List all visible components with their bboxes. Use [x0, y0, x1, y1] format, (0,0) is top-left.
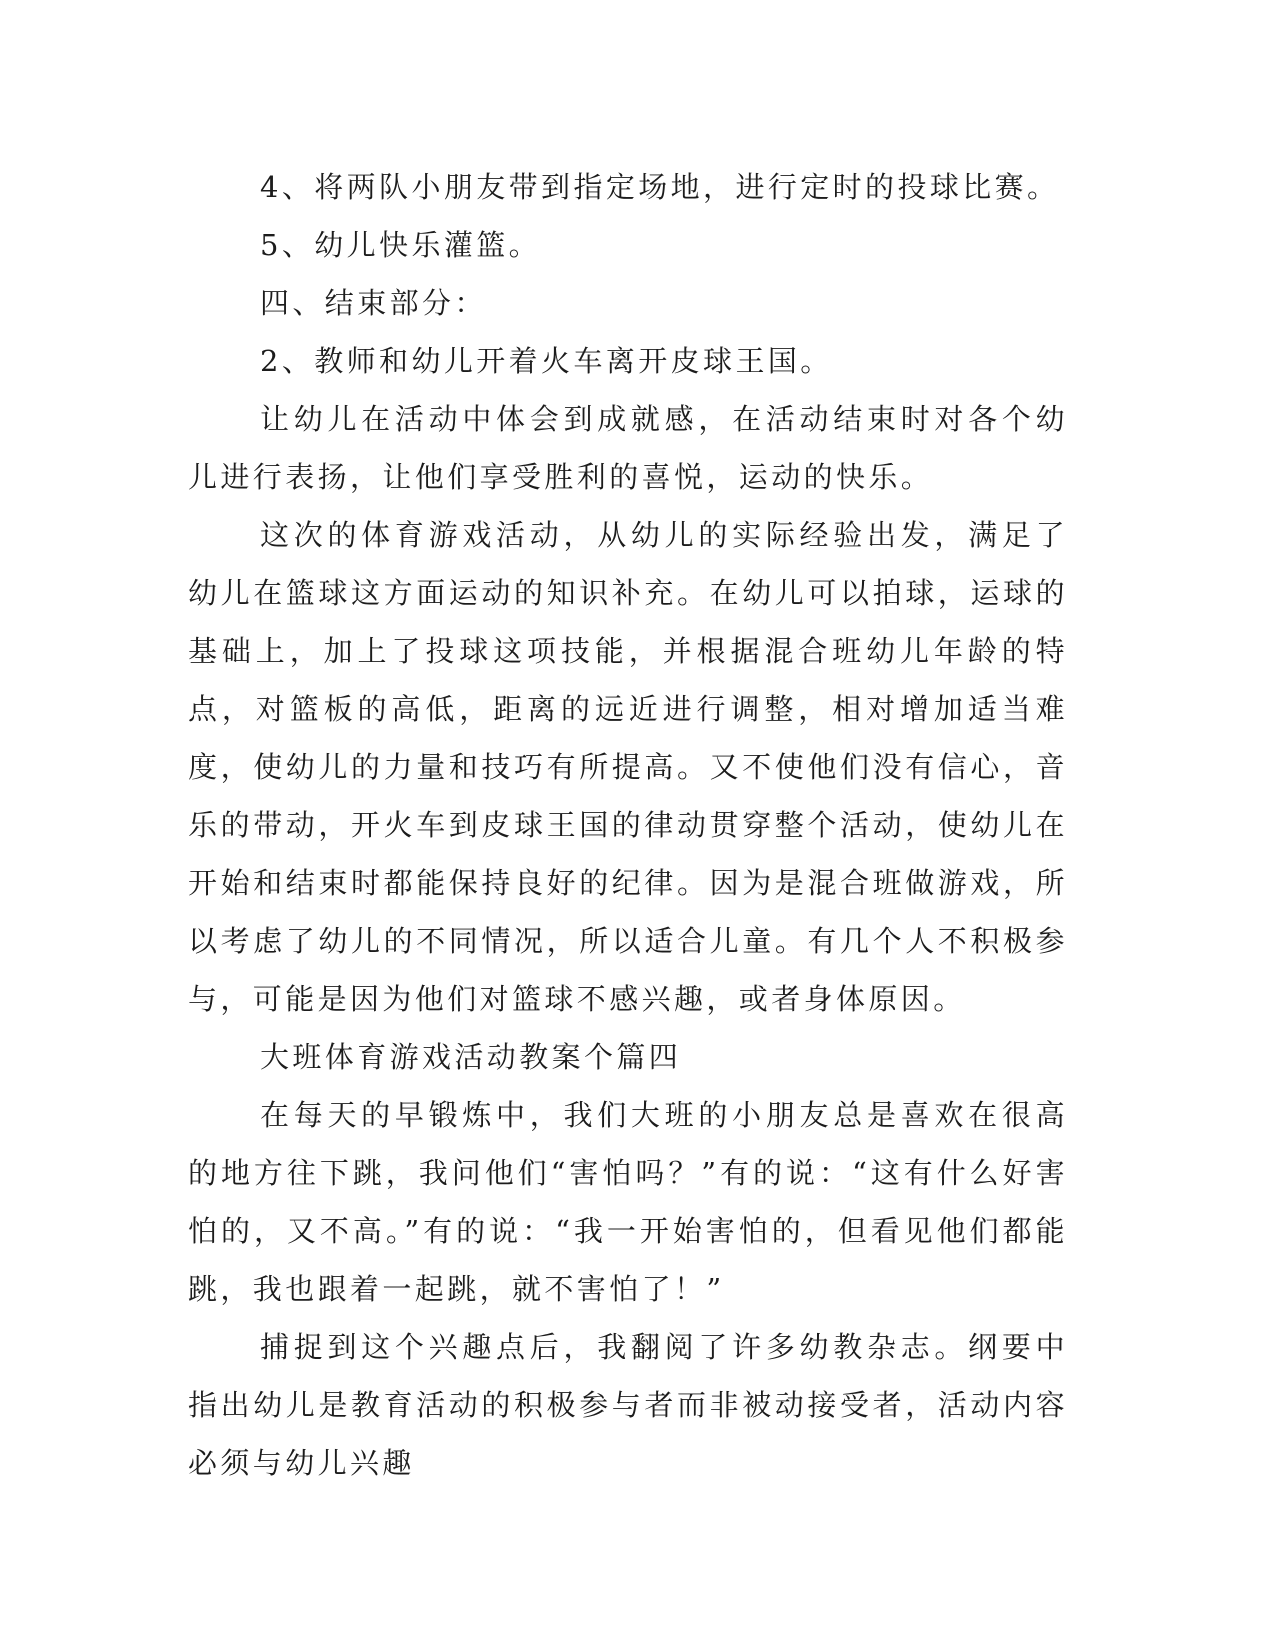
paragraph-reflection: 这次的体育游戏活动，从幼儿的实际经验出发，满足了幼儿在篮球这方面运动的知识补充。在幼儿可以拍球，运球的基础上，加上了投球这项技能，并根据混合班幼儿年龄的特点，对篮板的高低，距离的远近进行调整，相对增加适当难度，使幼儿的力量和技巧有所提高。又不使他们没有信心，音乐的带动，开火车到皮球王国的律动贯穿整个活动，使幼儿在开始和结束时都能保持良好的纪律。因为是混合班做游戏，所以考虑了幼儿的不同情况，所以适合儿童。有几个人不积极参与，可能是因为他们对篮球不感兴趣，或者身体原因。 [188, 518, 1068, 1016]
section-title-part-four: 大班体育游戏活动教案个篇四 [260, 1040, 682, 1074]
paragraph-interest-point: 捕捉到这个兴趣点后，我翻阅了许多幼教杂志。纲要中指出幼儿是教育活动的积极参与者而非被动接受者，活动内容必须与幼儿兴趣 [188, 1330, 1068, 1480]
paragraph-praise: 让幼儿在活动中体会到成就感，在活动结束时对各个幼儿进行表扬，让他们享受胜利的喜悦，运动的快乐。 [188, 402, 1068, 494]
paragraph-ending-step-2: 2、教师和幼儿开着火车离开皮球王国。 [260, 344, 833, 378]
document-body [188, 158, 1068, 1492]
paragraph-step-5: 5、幼儿快乐灌篮。 [260, 228, 542, 262]
paragraph-step-4: 4、将两队小朋友带到指定场地，进行定时的投球比赛。 [260, 170, 1060, 204]
paragraph-morning-exercise: 在每天的早锻炼中，我们大班的小朋友总是喜欢在很高的地方往下跳，我问他们“害怕吗？”有的说：“这有什么好害怕的，又不高。”有的说：“我一开始害怕的，但看见他们都能跳，我也跟着一起跳，就不害怕了！” [188, 1098, 1068, 1306]
section-heading-ending: 四、结束部分： [260, 286, 487, 320]
